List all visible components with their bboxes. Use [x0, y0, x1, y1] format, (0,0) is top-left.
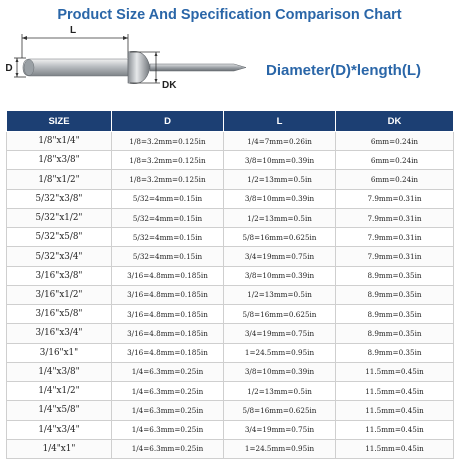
size-cell: 5/32"x1/2": [7, 208, 112, 227]
size-cell: 5/32"x5/8": [7, 228, 112, 247]
size-cell: 5/32"x3/8": [7, 189, 112, 208]
diameter-cell: 1/8=3.2mm=0.125in: [112, 151, 224, 170]
size-cell: 1/4"x5/8": [7, 401, 112, 420]
diameter-cell: 3/16=4.8mm=0.185in: [112, 343, 224, 362]
table-row: [7, 439, 454, 458]
length-cell: 1/4=7mm=0.26in: [224, 132, 336, 151]
diameter-cell: 1/4=6.3mm=0.25in: [112, 420, 224, 439]
diameter-cell: 1/8=3.2mm=0.125in: [112, 132, 224, 151]
head-diameter-cell: 7.9mm=0.31in: [336, 189, 454, 208]
diameter-cell: 5/32=4mm=0.15in: [112, 189, 224, 208]
header-dk: DK: [336, 111, 454, 132]
diameter-cell: 1/4=6.3mm=0.25in: [112, 362, 224, 381]
head-diameter-cell: 8.9mm=0.35in: [336, 266, 454, 285]
length-cell: 1/2=13mm=0.5in: [224, 285, 336, 304]
table-row: [7, 247, 454, 266]
size-cell: 5/32"x3/4": [7, 247, 112, 266]
size-cell: 1/4"x1": [7, 439, 112, 458]
head-diameter-cell: 11.5mm=0.45in: [336, 401, 454, 420]
length-cell: 3/8=10mm=0.39in: [224, 151, 336, 170]
size-cell: 3/16"x1": [7, 343, 112, 362]
table-row: [7, 362, 454, 381]
header-size: SIZE: [7, 111, 112, 132]
diameter-cell: 5/32=4mm=0.15in: [112, 228, 224, 247]
size-cell: 3/16"x5/8": [7, 305, 112, 324]
head-diameter-cell: 8.9mm=0.35in: [336, 305, 454, 324]
diameter-cell: 5/32=4mm=0.15in: [112, 247, 224, 266]
diameter-cell: 3/16=4.8mm=0.185in: [112, 305, 224, 324]
length-cell: 5/8=16mm=0.625in: [224, 228, 336, 247]
length-label: L: [69, 25, 77, 36]
header-l: L: [224, 111, 336, 132]
head-diameter-cell: 11.5mm=0.45in: [336, 362, 454, 381]
table-row: [7, 401, 454, 420]
diameter-cell: 5/32=4mm=0.15in: [112, 208, 224, 227]
head-diameter-label: DK: [162, 80, 177, 91]
table-row: [7, 305, 454, 324]
diameter-label: D: [5, 63, 13, 74]
table-row: [7, 189, 454, 208]
table-row: [7, 132, 454, 151]
length-cell: 5/8=16mm=0.625in: [224, 305, 336, 324]
length-dimension: [22, 34, 128, 58]
rivet-diagram: [0, 22, 260, 104]
size-cell: 1/8"x3/8": [7, 151, 112, 170]
size-cell: 3/16"x3/8": [7, 266, 112, 285]
table-row: [7, 285, 454, 304]
length-cell: 3/4=19mm=0.75in: [224, 324, 336, 343]
length-cell: 1/2=13mm=0.5in: [224, 170, 336, 189]
table-row: [7, 420, 454, 439]
head-diameter-cell: 7.9mm=0.31in: [336, 208, 454, 227]
length-cell: 3/4=19mm=0.75in: [224, 420, 336, 439]
table-row: [7, 343, 454, 362]
size-cell: 1/8"x1/4": [7, 132, 112, 151]
chart-title: Product Size And Specification Comparison Chart: [57, 7, 402, 23]
length-cell: 1=24.5mm=0.95in: [224, 343, 336, 362]
diameter-cell: 1/4=6.3mm=0.25in: [112, 401, 224, 420]
head-diameter-cell: 8.9mm=0.35in: [336, 343, 454, 362]
head-diameter-cell: 6mm=0.24in: [336, 132, 454, 151]
header-d: D: [112, 111, 224, 132]
table-row: [7, 151, 454, 170]
table-row: [7, 228, 454, 247]
head-diameter-cell: 6mm=0.24in: [336, 151, 454, 170]
head-diameter-cell: 11.5mm=0.45in: [336, 439, 454, 458]
rivet-image: [23, 51, 246, 83]
head-diameter-cell: 7.9mm=0.31in: [336, 228, 454, 247]
length-cell: 3/8=10mm=0.39in: [224, 266, 336, 285]
table-row: [7, 170, 454, 189]
diameter-cell: 1/8=3.2mm=0.125in: [112, 170, 224, 189]
head-diameter-cell: 7.9mm=0.31in: [336, 247, 454, 266]
head-diameter-cell: 8.9mm=0.35in: [336, 324, 454, 343]
head-diameter-cell: 11.5mm=0.45in: [336, 420, 454, 439]
length-cell: 3/4=19mm=0.75in: [224, 247, 336, 266]
diameter-cell: 3/16=4.8mm=0.185in: [112, 266, 224, 285]
length-cell: 3/8=10mm=0.39in: [224, 189, 336, 208]
diameter-cell: 1/4=6.3mm=0.25in: [112, 439, 224, 458]
size-cell: 3/16"x3/4": [7, 324, 112, 343]
head-diameter-cell: 11.5mm=0.45in: [336, 382, 454, 401]
head-diameter-cell: 6mm=0.24in: [336, 170, 454, 189]
length-cell: 5/8=16mm=0.625in: [224, 401, 336, 420]
size-cell: 1/4"x1/2": [7, 382, 112, 401]
size-cell: 1/8"x1/2": [7, 170, 112, 189]
size-cell: 1/4"x3/8": [7, 362, 112, 381]
table-header-row: [7, 111, 454, 132]
length-cell: 1/2=13mm=0.5in: [224, 208, 336, 227]
diameter-cell: 3/16=4.8mm=0.185in: [112, 324, 224, 343]
specification-table: [6, 110, 454, 459]
formula-label: Diameter(D)*length(L): [266, 62, 422, 79]
table-row: [7, 266, 454, 285]
size-cell: 1/4"x3/4": [7, 420, 112, 439]
diameter-cell: 1/4=6.3mm=0.25in: [112, 382, 224, 401]
table-row: [7, 382, 454, 401]
table-body: [7, 132, 454, 459]
table-row: [7, 208, 454, 227]
length-cell: 1/2=13mm=0.5in: [224, 382, 336, 401]
length-cell: 1=24.5mm=0.95in: [224, 439, 336, 458]
size-cell: 3/16"x1/2": [7, 285, 112, 304]
head-diameter-cell: 8.9mm=0.35in: [336, 285, 454, 304]
diameter-cell: 3/16=4.8mm=0.185in: [112, 285, 224, 304]
table-row: [7, 324, 454, 343]
length-cell: 3/8=10mm=0.39in: [224, 362, 336, 381]
